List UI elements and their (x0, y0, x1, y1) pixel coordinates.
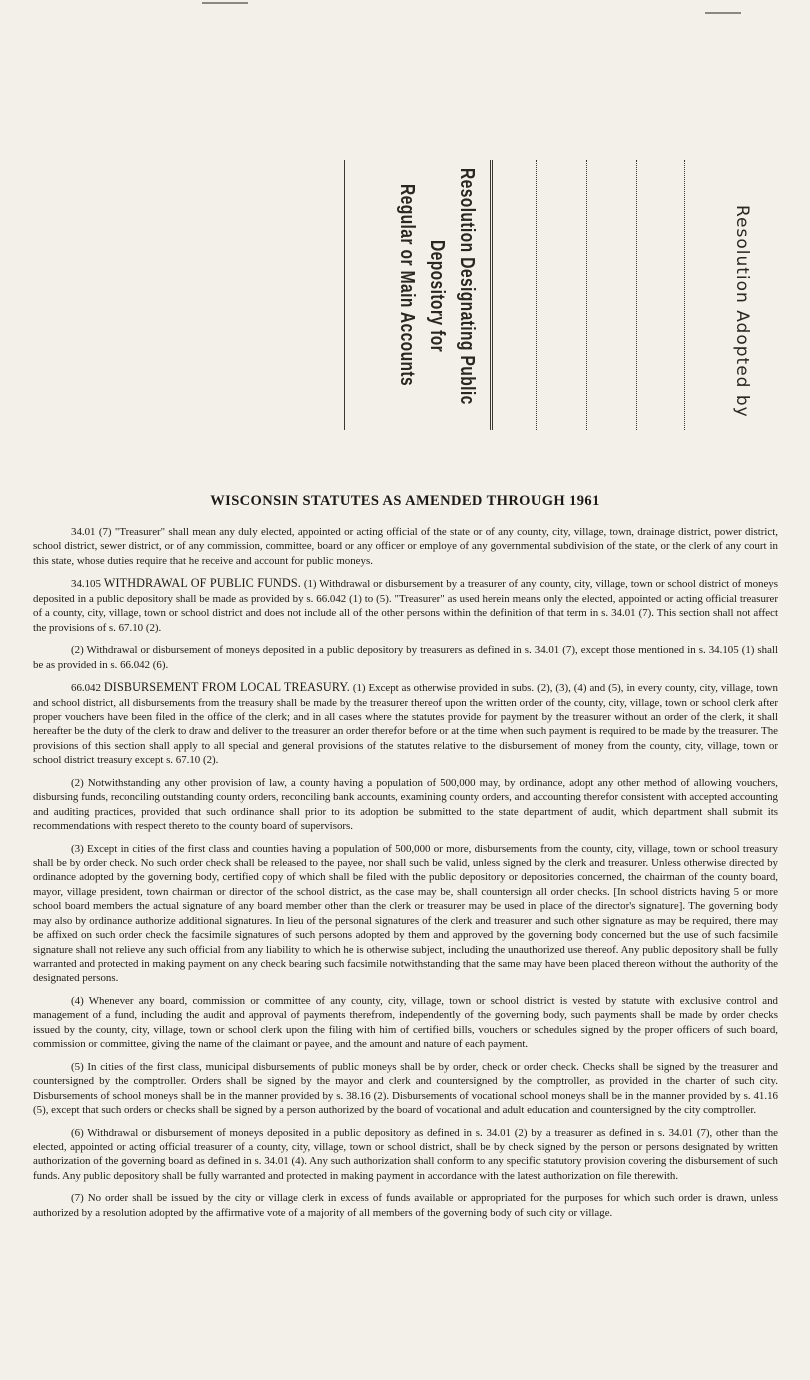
divider-line (492, 160, 493, 430)
dotted-line (586, 160, 587, 430)
dotted-line (636, 160, 637, 430)
statute-paragraph (33, 776, 778, 834)
statute-paragraph (33, 1060, 778, 1118)
paragraph-text: (1) Withdrawal or disbursement by a treasurer of any county, city, village, town or school district of moneys deposited in a public depository shall be made as provided by s. 66.042 (1) to (5). "Treasurer" as used herein means only the elected, appointed or acting official treasurer of a county, city, village, town or school district and does not include all of the other persons within the definition of that term in s. 34.01 (7). This section shall not affect the provisions of s. 67.10 (2). (33, 578, 778, 634)
paragraph-text: (7) "Treasurer" shall mean any duly elected, appointed or acting official of the state or of any county, city, village, town, drainage district, power district, school district, sewer district, or of any commission, committee, board or any officer or employe of any governmental subdivision of the state, or the clerk of any court in this state, whose duties require that he receive and account for public moneys. (33, 526, 778, 567)
dotted-line (684, 160, 685, 430)
section-number: 34.105 (71, 578, 101, 591)
paragraph-text: (4) Whenever any board, commission or committee of any county, city, village, town or school district is vested by statute with exclusive control and management of a fund, including the audit and approval of payments therefrom, independently of the governing body, such payments shall be made by order checks issued by the county, city, village, town or school clerk upon the filing with him of certified bills, vouchers or schedules signed by the proper officers of such board, commission or committee, giving the name of the claimant or payee, and the amount and nature of each payment. (33, 994, 778, 1051)
cover-panel (340, 160, 760, 440)
paragraph-text: (5) In cities of the first class, municipal disbursements of public moneys shall be by order, check or order check. Checks shall be signed by the treasurer and countersigned by the comptroller. Orders shall be signed by the mayor and clerk and countersigned by the comptroller, as provided in the charter of such city. Disbursements of school moneys shall be in the manner provided by s. 38.16 (2). Disbursements of vocational school moneys shall be in the manner provided by s. 41.16 (5), except that such orders or checks shall be signed by a person authorized by the board of vocational and adult education and countersigned by the city comptroller. (33, 1060, 778, 1116)
paragraph-text: (7) No order shall be issued by the city or village clerk in excess of funds available or appropriated for the purposes for which such order is drawn, unless authorized by a resolution adopted by the affirmative vote of a majority of all members of the governing body of such city or village. (33, 1192, 778, 1219)
scan-mark (705, 12, 741, 14)
section-number: 34.01 (71, 526, 96, 538)
paragraph-text: (2) Withdrawal or disbursement of moneys deposited in a public depository by treasurers as defined in s. 34.01 (7), except those mentioned in s. 34.105 (1) shall be as provided in s. 66.042 (6). (33, 644, 778, 671)
divider-line (490, 160, 491, 430)
paragraph-text: (3) Except in cities of the first class and counties having a population of 500,000 or more, disbursements from the county, city, village, town or school treasury shall be by order check. No such order check shall be released to the payee, nor shall such be valid, unless signed by the clerk and treasurer. Unless otherwise directed by ordinance adopted by the governing body, certified copy of which shall be filed with the public depository or depositories concerned, the chairman of the county board, mayor, village president, town chairman or director of the school district, as the case may be, shall countersign all order checks. [In school districts having 5 or more school board members the actual signature of any board member other than the clerk or treasurer may be used in place of the director's signature]. The governing body may also by ordinance authorize additional signatures. In lieu of the personal signatures of the clerk and treasurer and such other signature as may be required, there may be affixed on such order check the facsimile signatures of such persons adopted by them and approved by the governing body concerned but the use of such facsimile signature shall not relieve any such official from any liability to which he is otherwise subject, including the unauthorized use thereof. Any public depository shall be fully warranted and protected in making payment on any check bearing such facsimile notwithstanding that the same may have been placed thereon without the authority of the designated persons. (33, 842, 778, 985)
cover-adopted-label: Resolution Adopted by (732, 205, 752, 418)
divider-line (344, 160, 345, 430)
statute-paragraph (33, 842, 778, 986)
statute-paragraph (33, 680, 778, 767)
scan-mark (202, 2, 248, 4)
paragraph-text: (1) Except as otherwise provided in subs. (2), (3), (4) and (5), in every county, city, village, town and school district, all disbursements from the treasury shall be made by the treasurer thereof upon the written order of the county, city, village, town or school clerk after proper vouchers have been filed in the office of the clerk; and in all cases where the statutes provide for payment by the treasurer without an order of the clerk, it shall hereafter be the duty of the clerk to draw and deliver to the treasurer an order therefor before or at the time when such payment is required to be made by the treasurer. The provisions of this section shall apply to all special and general provisions of the statutes relative to the disbursement of money from the county, city, village, town or school district treasury except s. 67.10 (2). (33, 682, 778, 767)
paragraph-text: (2) Notwithstanding any other provision of law, a county having a population of 500,000 may, by ordinance, adopt any other method of allowing vouchers, disbursing funds, reconciling outstanding county orders, reconciling bank accounts, examining county orders, and accounting therefor consistent with accepted accounting and auditing practices, provided that such ordinance shall prior to its adoption be submitted to the state department of audit, which department shall submit its recommendations with respect thereto to the county board of supervisors. (33, 776, 778, 833)
cover-title-line-3: Regular or Main Accounts (396, 184, 418, 387)
section-title: WITHDRAWAL OF PUBLIC FUNDS. (103, 576, 301, 591)
statute-paragraph (33, 643, 778, 672)
statute-paragraph (33, 1191, 778, 1220)
paragraph-text: (6) Withdrawal or disbursement of moneys deposited in a public depository as defined in s. 34.01 (2) by a treasurer as defined in s. 34.01 (7), other than the elected, appointed or acting official treasurer of a county, city, village, town or school district, shall be by check signed by the person or persons designated by written authorization of the governing board as defined in s. 34.01 (4). Any such authorization shall conform to any specific statutory provision covering the disbursement of such funds. Any public depository shall be fully warranted and protected in making payment in accordance with the latest authorization on file therewith. (33, 1126, 778, 1182)
statute-paragraph (33, 994, 778, 1052)
section-title: DISBURSEMENT FROM LOCAL TREASURY. (103, 680, 350, 695)
cover-title-line-2: Depository for (426, 240, 448, 353)
statute-paragraph (33, 576, 778, 635)
statute-paragraph (33, 1126, 778, 1184)
statute-text (33, 525, 778, 1228)
cover-title-line-1: Resolution Designating Public (456, 168, 478, 405)
statute-paragraph (33, 525, 778, 568)
dotted-line (536, 160, 537, 430)
section-number: 66.042 (71, 682, 101, 695)
document-heading: WISCONSIN STATUTES AS AMENDED THROUGH 1961 (210, 493, 600, 509)
